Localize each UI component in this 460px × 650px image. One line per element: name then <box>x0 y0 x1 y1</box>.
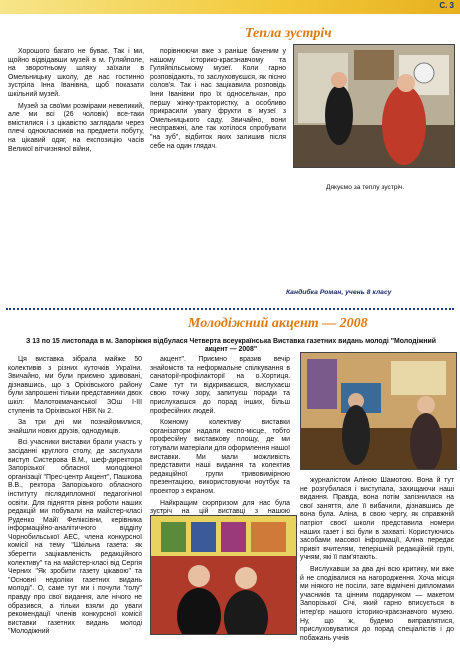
article1-column-2 <box>150 48 286 154</box>
article2-lead: З 13 по 15 листопада в м. Запоріжжя відбулася Четверта всеукраїнська Виставка газетних видань молоді "Молодіжний акцент — 2008" <box>25 338 437 354</box>
section-title-youth-accent: Молодіжний акцент — 2008 <box>188 316 368 331</box>
museum-photo <box>293 44 455 168</box>
paragraph: Кожному колективу виставки організатори надали експо-місце, тобто професійну виставкову площу, де ми готували матеріали для оформлення нашої виставки. Ми мали можливість представити наші видання та колектив редакційної групи тривовимірною презентацією, використовуючи ноутбук та проектор з екраном. <box>150 419 290 495</box>
section-divider <box>6 308 454 310</box>
paragraph: порівнюючи вже з раніше баченим у нашому історико-краєзнавчому та Гуляйпільському музеї. Коли гарно розповідають, то заслуховуєшся, як пісню солов'я. Так і нас зацікавила розповідь Інни Іванівни про їх односельчан, про першу жінку-трактористку, а особливо прикрасили увагу фрукти в музеї з Омельницького саду. Звичайно, вони несправжні, але так хотілося спробувати "на зуб", відбиток яких залишив після себе на один глядач. <box>150 48 286 150</box>
paragraph: Ця виставка зібрала майже 50 колективів з різних куточків України. Звичайно, ми були приємно здивовані, дізнавшись, що з Оріхівського району були запрошені тільки представники двох шкіл: Малотокмачанської ЗОш І-ІІІ ступенів та Оріхівської НВК № 2. <box>8 356 142 415</box>
exhibition-photo <box>300 352 457 470</box>
paragraph: Вислухавши за два дні всю критику, ми вже й не сподівалися на нагородження. Хоча місця ми ніякого не посіли, зате відмічені дипломами учасників та цінним подарунком — макетом Запорізької Січі, який гарно вписується в інтер'єр нашого історико-краєзнавчого музею. Ну, що ж, будемо виправлятися, прислуховуватися до порад спеціалістів і до побажань учнів <box>300 565 454 642</box>
header-bar <box>0 0 460 14</box>
paragraph: Музей за своїми розмірами невеликий, але ми всі (26 чоловік) все-таки вмістилися і з цікавістю заглядали через плечі однокласників на предмети побуту, на цікавий одяг, на експозицію часів Великої вітчизняної війни, <box>8 102 144 153</box>
author-signature: Кандибка Роман, учень 8 класу <box>286 289 392 296</box>
page-number: С. 3 <box>439 1 454 10</box>
paragraph: Всі учасники виставки брали участь у засіданні круглого столу, де заслухали виступ Систерова В.М., шеф-директора Запорізької обласної молодіжної організації "Прес-центр Акцент", Пашкова В.В., ректора Запорізького обласного інституту післядипломної педагогічної освіти. Для підняття рівня роботи наших редакцій ми побували на майстер-класі Руденко Майї Феліксівни, керівника інформаційно-аналітичного відділу Чорнобильської АЕС, члена конкурсної комісії на тему "Шкільна газета: як зберегти зацікавленість редакційного колективу" та на майстер-класі від Сергія Черних "Як зробити газету цікавою" та "Основні недоліки газетних видань молоді". О, саме тут ми і почули "голу" правду про свої видання, але нічого не образився, а тільки взяли до уваги рекомендації членів конкурсної комісії виставки газетних видань молоді "Молодіжний <box>8 439 142 636</box>
article2-column-1 <box>8 356 142 640</box>
section-title-warm-meeting: Тепла зустріч <box>245 26 332 41</box>
article2-column-2 <box>150 356 290 528</box>
photo-caption: Дякуємо за теплу зустріч. <box>326 184 405 191</box>
article2-column-3 <box>300 477 454 646</box>
paragraph: Хорошого багато не буває. Так і ми, щойно відвідавши музей в м. Гуляйполе, на зворотньому шляху заїхали в Омельницьку школу, де нас гостинно зустріла Інна Іванівна, щоб показати шкільний музей. <box>8 48 144 98</box>
students-photo <box>150 515 297 635</box>
paragraph: Найкращим сюрпризом для нас була зустріч на цій виставці з нашою <box>150 499 290 516</box>
article1-column-1 <box>8 48 144 157</box>
paragraph: журналістом Аліною Шамотою. Вона й тут не розгубилася і виступала, захищаючи наші видання. Правда, вона потім запізнилася на свої заняття, але її вибачили, дізнавшись де вона була. Аліна, в свою чергу, як справжній патріот своєї школи представила номери наших газет і всі були в захваті. Користуючись засобами масової інформації, Аліна передає привіт вчителям, теперішній редакційній групі, учням, які її пам'ятають. <box>300 477 454 562</box>
paragraph: акцент". Приємно вразив вечір знайомств та неформальне спілкування в санаторії-профілакторії на о.Хортиця. Саме тут ти відкриваєшся, вислухаєш свою точку зору, запитуєш поради та прислухаєшся до порад інших, більш професійних людей. <box>150 356 290 415</box>
paragraph: За три дні ми познайомилися, знайшли нових друзів, однодумців. <box>8 419 142 435</box>
museum-photo-image <box>294 45 454 167</box>
students-photo-image <box>151 516 296 634</box>
exhibition-photo-image <box>301 353 456 469</box>
